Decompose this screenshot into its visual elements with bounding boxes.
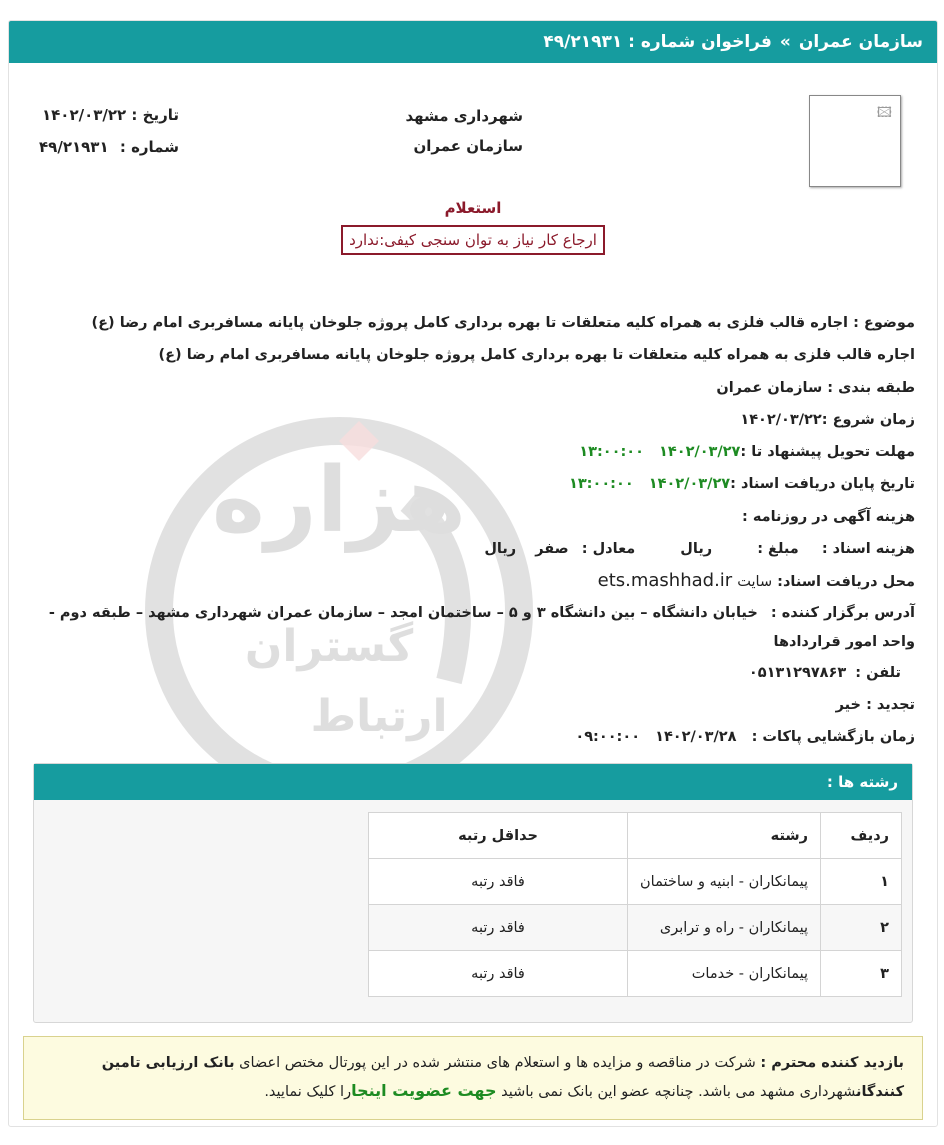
amount-label: مبلغ : bbox=[757, 541, 799, 558]
logo-placeholder bbox=[809, 95, 901, 187]
fields-table bbox=[368, 812, 902, 997]
doc-date: ۱۴۰۲/۰۳/۲۲ bbox=[41, 106, 127, 124]
watermark-word2: گستران bbox=[244, 621, 414, 672]
phone-row bbox=[25, 657, 915, 689]
doc-date-label: تاریخ : bbox=[131, 106, 179, 124]
row-number: ۲ bbox=[821, 905, 902, 951]
docs-end-label: تاریخ پایان دریافت اسناد : bbox=[730, 476, 915, 493]
subject-repeat: اجاره قالب فلزی به همراه کلیه متعلقات تا بهره برداری کامل پروژه جلوخان پایانه مسافربری امام رضا (ع) bbox=[158, 347, 915, 364]
fields-section-title: رشته ها : bbox=[34, 764, 912, 800]
opening-row bbox=[25, 721, 915, 753]
col-field-header: رشته bbox=[628, 813, 821, 859]
start-value: ۱۴۰۲/۰۳/۲۲ bbox=[740, 411, 822, 428]
table-header-row bbox=[369, 813, 902, 859]
opening-time: ۰۹:۰۰:۰۰ bbox=[575, 729, 641, 746]
col-row-header: ردیف bbox=[821, 813, 902, 859]
broken-image-icon: 🖾 bbox=[876, 105, 892, 121]
membership-notice bbox=[23, 1036, 923, 1120]
ad-cost-row bbox=[25, 501, 915, 533]
quality-badge: ارجاع کار نیاز به توان سنجی کیفی:ندارد bbox=[341, 225, 605, 255]
doc-number: ۴۹/۲۱۹۳۱ bbox=[39, 138, 109, 156]
row-field: پیمانکاران - خدمات bbox=[628, 951, 821, 997]
doc-date-row bbox=[39, 99, 179, 131]
doc-meta bbox=[39, 99, 179, 163]
fields-section bbox=[33, 763, 913, 1023]
col-rank-header: حداقل رتبه bbox=[369, 813, 628, 859]
breadcrumb bbox=[9, 21, 937, 63]
doc-cost-row bbox=[25, 533, 915, 565]
row-number: ۳ bbox=[821, 951, 902, 997]
notice-text2: شهرداری مشهد می باشد. چنانچه عضو این بانک نمی باشید bbox=[501, 1084, 857, 1100]
address-label: آدرس برگزار کننده : bbox=[770, 604, 915, 621]
start-row bbox=[25, 404, 915, 436]
category-label: طبقه بندی : bbox=[827, 379, 915, 396]
opening-date: ۱۴۰۲/۰۳/۲۸ bbox=[655, 729, 737, 746]
row-rank: فاقد رتبه bbox=[369, 905, 628, 951]
chevron-left-icon: » bbox=[779, 32, 791, 52]
place-label: محل دریافت اسناد: bbox=[777, 574, 915, 591]
amount-currency: ریال bbox=[680, 541, 713, 558]
equiv-label: معادل : bbox=[581, 541, 636, 558]
row-number: ۱ bbox=[821, 859, 902, 905]
docs-end-row bbox=[25, 468, 915, 500]
deadline-row bbox=[25, 436, 915, 468]
deadline-label: مهلت تحویل پیشنهاد تا : bbox=[740, 444, 915, 461]
row-field: پیمانکاران - راه و ترابری bbox=[628, 905, 821, 951]
breadcrumb-current: فراخوان شماره : ۴۹/۲۱۹۳۱ bbox=[543, 32, 772, 52]
notice-text1: شرکت در مناقصه و مزایده ها و استعلام های منتشر شده در این پورتال مختص اعضای bbox=[239, 1055, 756, 1071]
table-row bbox=[369, 859, 902, 905]
subject-label: موضوع : bbox=[853, 315, 915, 331]
watermark-word1: هزاره bbox=[211, 448, 467, 553]
equiv-value: صفر bbox=[535, 541, 569, 558]
doc-cost-label: هزینه اسناد : bbox=[821, 541, 915, 558]
notice-lead: بازدید کننده محترم : bbox=[760, 1055, 904, 1071]
category-row bbox=[25, 372, 915, 404]
renew-row bbox=[25, 689, 915, 721]
ad-cost-label: هزینه آگهی در روزنامه : bbox=[741, 508, 915, 525]
subject-row bbox=[25, 307, 915, 339]
phone-value: ۰۵۱۳۱۲۹۷۸۶۳ bbox=[748, 664, 847, 681]
site-link[interactable]: ets.mashhad.ir bbox=[597, 570, 733, 592]
deadline-time: ۱۳:۰۰:۰۰ bbox=[579, 444, 644, 461]
notice-text3: را کلیک نمایید. bbox=[264, 1084, 352, 1100]
row-rank: فاقد رتبه bbox=[369, 951, 628, 997]
title-block bbox=[9, 199, 937, 255]
row-field: پیمانکاران - ابنیه و ساختمان bbox=[628, 859, 821, 905]
docs-end-date: ۱۴۰۲/۰۳/۲۷ bbox=[648, 476, 731, 493]
tender-page bbox=[8, 20, 938, 1127]
watermark-word3: ارتباط bbox=[310, 691, 448, 742]
place-prefix: سایت bbox=[737, 574, 773, 591]
equiv-currency: ریال bbox=[484, 541, 517, 558]
opening-label: زمان بازگشایی پاکات : bbox=[751, 729, 915, 746]
deadline-date: ۱۴۰۲/۰۳/۲۷ bbox=[659, 444, 741, 461]
issuer-line1: شهرداری مشهد bbox=[405, 107, 523, 125]
address-row bbox=[25, 599, 915, 657]
doc-number-row bbox=[39, 131, 179, 163]
place-row bbox=[25, 565, 915, 598]
page-title: استعلام bbox=[444, 199, 502, 217]
notice-bank: بانک ارزیابی تامین کنندگان bbox=[101, 1055, 904, 1100]
table-row bbox=[369, 905, 902, 951]
address-value: خیابان دانشگاه – بین دانشگاه ۳ و ۵ – ساختمان امجد – سازمان عمران شهرداری مشهد – طبقه دوم - واحد امور قراردادها bbox=[48, 604, 915, 650]
start-label: زمان شروع : bbox=[821, 411, 915, 428]
docs-end-time: ۱۳:۰۰:۰۰ bbox=[568, 476, 634, 493]
issuer-block bbox=[405, 101, 523, 161]
issuer-line2: سازمان عمران bbox=[413, 137, 523, 155]
category-value: سازمان عمران bbox=[716, 379, 823, 396]
doc-number-label: شماره : bbox=[119, 138, 179, 156]
renew-value: خیر bbox=[835, 696, 861, 713]
row-rank: فاقد رتبه bbox=[369, 859, 628, 905]
phone-label: تلفن : bbox=[855, 664, 901, 681]
tender-details bbox=[25, 307, 915, 754]
breadcrumb-org[interactable]: سازمان عمران bbox=[798, 32, 923, 52]
join-link[interactable]: جهت عضویت اینجا bbox=[351, 1081, 497, 1100]
table-row bbox=[369, 951, 902, 997]
subject-text: اجاره قالب فلزی به همراه کلیه متعلقات تا بهره برداری کامل پروژه جلوخان پایانه مسافربری امام رضا (ع) bbox=[91, 315, 848, 331]
renew-label: تجدید : bbox=[866, 696, 915, 713]
